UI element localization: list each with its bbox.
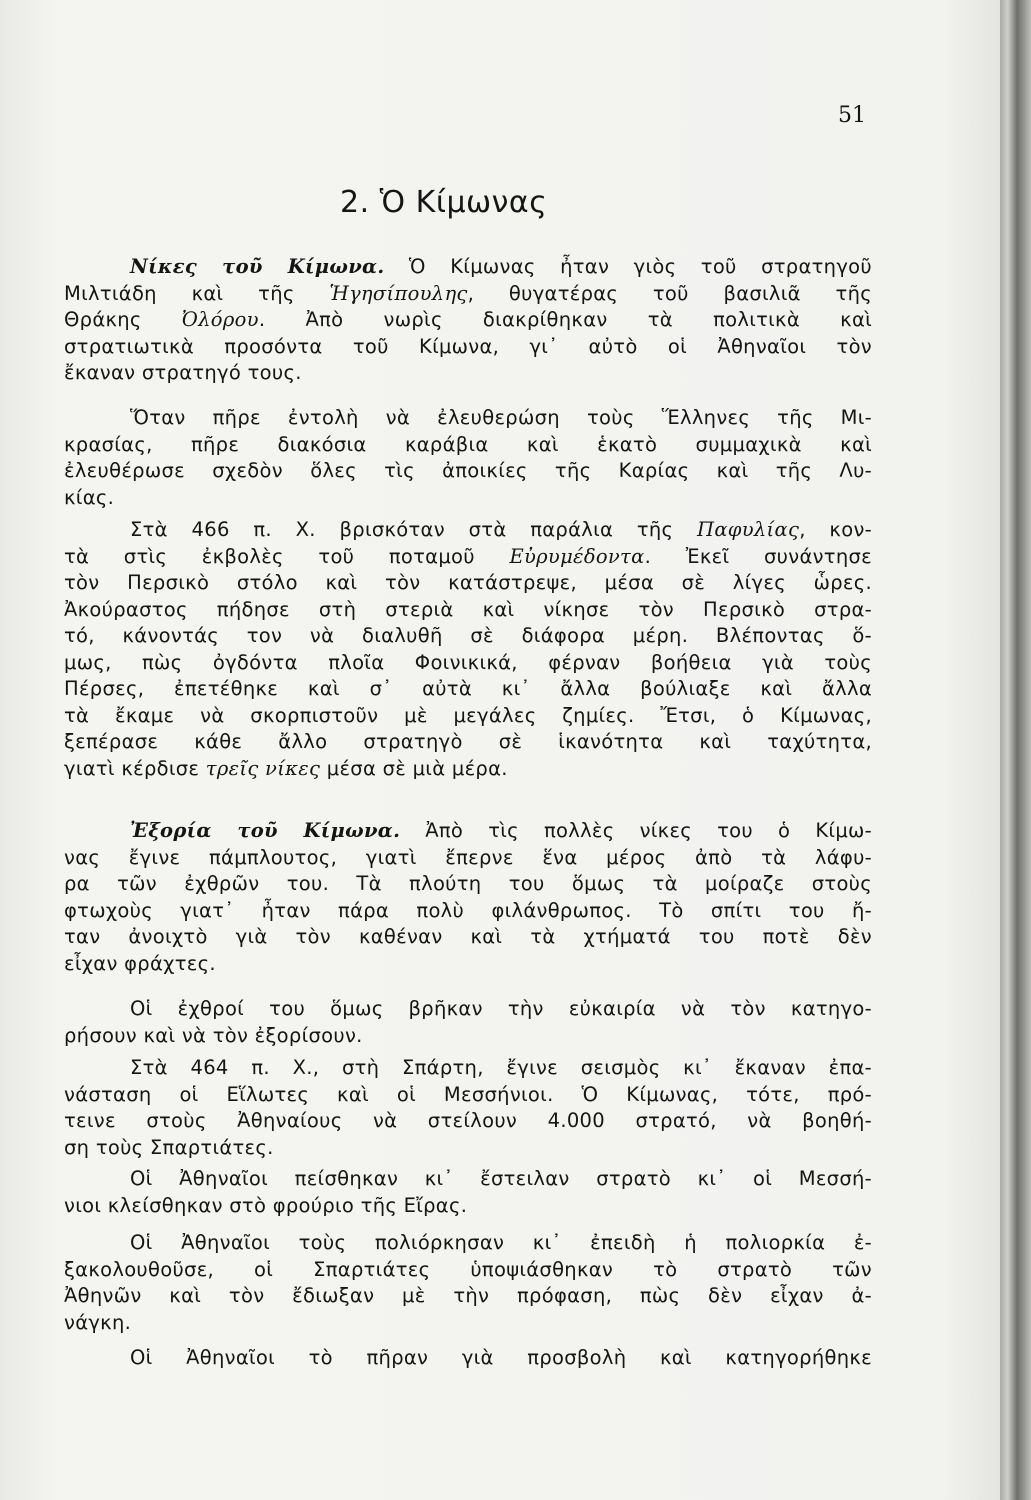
text-line: νάσταση οἱ Εἵλωτες καὶ οἱ Μεσσήνιοι. Ὁ Κίμωνας, τότε, πρό- bbox=[64, 1082, 872, 1106]
paragraph-liberation bbox=[64, 405, 872, 511]
text-line: ση τοὺς Σπαρτιάτες. bbox=[64, 1135, 274, 1159]
text-line: ἔκαναν στρατηγό τους. bbox=[64, 361, 302, 384]
text-line: ρα τῶν ἐχθρῶν του. Τὰ πλούτη του ὅμως τὰ μοίραζε στοὺς bbox=[64, 872, 872, 895]
paragraph-siege bbox=[64, 1230, 872, 1336]
section-heading-exile: Ἐξορία τοῦ Κίμωνα. bbox=[130, 819, 401, 842]
text-line: φτωχοὺς γιατ᾽ ἦταν πάρα πολὺ φιλάνθρωπος. Τὸ σπίτι του ἤ- bbox=[64, 898, 872, 922]
text-line: τὰ στὶς ἐκβολὲς τοῦ ποταμοῦ Εὐρυμέδοντα. Ἐκεῖ συνάντησε bbox=[64, 544, 873, 568]
text-line: κρασίας, πῆρε διακόσια καράβια καὶ ἑκατὸ συμμαχικὰ καὶ bbox=[64, 432, 872, 456]
text-line: στρατιωτικὰ προσόντα τοῦ Κίμωνα, γι᾽ αὐτὸ οἱ Ἀθηναῖοι τὸν bbox=[64, 334, 872, 358]
text-line: ταν ἀνοιχτὸ γιὰ τὸν καθέναν καὶ τὰ χτήματά του ποτὲ δὲν bbox=[64, 925, 872, 948]
text-line: Μιλτιάδη καὶ τῆς Ἡγησίπουλης, θυγατέρας τοῦ βασιλιᾶ τῆς bbox=[64, 281, 872, 305]
text-line: Νίκες τοῦ Κίμωνα. Ὁ Κίμωνας ἦταν γιὸς τοῦ στρατηγοῦ bbox=[130, 255, 872, 278]
text-line: Ἀκούραστος πήδησε στὴ στεριὰ καὶ νίκησε τὸν Περσικὸ στρα- bbox=[64, 597, 872, 621]
text-line: νάγκη. bbox=[64, 1310, 132, 1334]
paragraph-eurymedon bbox=[64, 517, 872, 782]
text-line: Πέρσες, ἐπετέθηκε καὶ σ᾽ αὐτὰ κι᾽ ἄλλα βούλιαξε καὶ ἄλλα bbox=[64, 677, 872, 700]
text-line: νας ἔγινε πάμπλουτος, γιατὶ ἔπερνε ἕνα μέρος ἀπὸ τὰ λάφυ- bbox=[64, 845, 872, 869]
text-line: Ἐξορία τοῦ Κίμωνα. Ἀπὸ τὶς πολλὲς νίκες του ὁ Κίμω- bbox=[130, 819, 873, 842]
text-line: Θράκης Ὀλόρου. Ἀπὸ νωρὶς διακρίθηκαν τὰ πολιτικὰ καὶ bbox=[64, 308, 872, 331]
paragraph-insult bbox=[64, 1345, 872, 1372]
italic-name: Παφυλίας bbox=[697, 518, 800, 541]
text-line: τεινε στοὺς Ἀθηναίους νὰ στείλουν 4.000 στρατό, νὰ βοηθή- bbox=[64, 1109, 872, 1132]
italic-name: Εὐρυμέδοντα bbox=[509, 544, 645, 568]
text-line: γιατὶ κέρδισε τρεῖς νίκες μέσα σὲ μιὰ μέρα. bbox=[64, 756, 508, 780]
page-number: 51 bbox=[838, 103, 866, 128]
paragraph-enemies bbox=[64, 996, 872, 1049]
paragraph-ithome bbox=[64, 1166, 872, 1219]
italic-name: Ὀλόρου bbox=[181, 308, 259, 331]
text-line: τὸν Περσικὸ στόλο καὶ τὸν κατάστρεψε, μέσα σὲ λίγες ὧρες. bbox=[64, 571, 872, 594]
book-spine-edge bbox=[1000, 0, 1031, 1500]
paragraph-exile bbox=[64, 818, 872, 977]
text-line: μως, πὼς ὀγδόντα πλοῖα Φοινικικά, φέρναν βοήθεια γιὰ τοὺς bbox=[64, 650, 872, 674]
text-line: τό, κάνοντάς τον νὰ διαλυθῆ σὲ διάφορα μέρη. Βλέποντας ὅ- bbox=[64, 624, 872, 647]
paragraph-victories bbox=[64, 254, 872, 387]
text-line: τὰ ἔκαμε νὰ σκορπιστοῦν μὲ μεγάλες ζημίες. Ἔτσι, ὁ Κίμωνας, bbox=[64, 703, 872, 727]
text-line: ξεπέρασε κάθε ἄλλο στρατηγὸ σὲ ἱκανότητα καὶ ταχύτητα, bbox=[64, 730, 872, 753]
section-heading-victories: Νίκες τοῦ Κίμωνα. bbox=[130, 255, 385, 278]
text-line: ἐλευθέρωσε σχεδὸν ὅλες τὶς ἀποικίες τῆς Καρίας καὶ τῆς Λυ- bbox=[64, 459, 872, 482]
chapter-title: 2. Ὁ Κίμωνας bbox=[340, 185, 548, 220]
text-line: νιοι κλείσθηκαν στὸ φρούριο τῆς Εἴρας. bbox=[64, 1193, 468, 1217]
italic-emphasis: τρεῖς νίκες bbox=[205, 756, 321, 780]
text-line: ρήσουν καὶ νὰ τὸν ἐξορίσουν. bbox=[64, 1023, 363, 1047]
text-line: Οἱ Ἀθηναῖοι τὸ πῆραν γιὰ προσβολὴ καὶ κατηγορήθηκε bbox=[130, 1346, 872, 1369]
paragraph-sparta-earthquake bbox=[64, 1055, 872, 1161]
text-line: Στὰ 464 π. Χ., στὴ Σπάρτη, ἔγινε σεισμὸς κι᾽ ἔκαναν ἐπα- bbox=[130, 1056, 872, 1079]
italic-name: Ἡγησίπουλης bbox=[329, 281, 468, 305]
text-line: κίας. bbox=[64, 485, 115, 509]
text-line: Οἱ Ἀθηναῖοι τοὺς πολιόρκησαν κι᾽ ἐπειδὴ ἡ πολιορκία ἐ- bbox=[130, 1231, 872, 1254]
text-line: Στὰ 466 π. Χ. βρισκόταν στὰ παράλια τῆς Παφυλίας, κον- bbox=[130, 518, 872, 541]
text-line: Οἱ ἐχθροί του ὅμως βρῆκαν τὴν εὐκαιρία νὰ τὸν κατηγο- bbox=[130, 997, 872, 1020]
text-line: Ἀθηνῶν καὶ τὸν ἔδιωξαν μὲ τὴν πρόφαση, πὼς δὲν εἶχαν ἀ- bbox=[64, 1284, 872, 1307]
text-line: εἶχαν φράχτες. bbox=[64, 951, 216, 975]
text-line: ξακολουθοῦσε, οἱ Σπαρτιάτες ὑποψιάσθηκαν τὸ στρατὸ τῶν bbox=[64, 1257, 872, 1281]
text-line: Ὅταν πῆρε ἐντολὴ νὰ ἐλευθερώση τοὺς Ἕλληνες τῆς Μι- bbox=[130, 406, 872, 429]
text-line: Οἱ Ἀθηναῖοι πείσθηκαν κι᾽ ἔστειλαν στρατὸ κι᾽ οἱ Μεσσή- bbox=[130, 1167, 872, 1190]
